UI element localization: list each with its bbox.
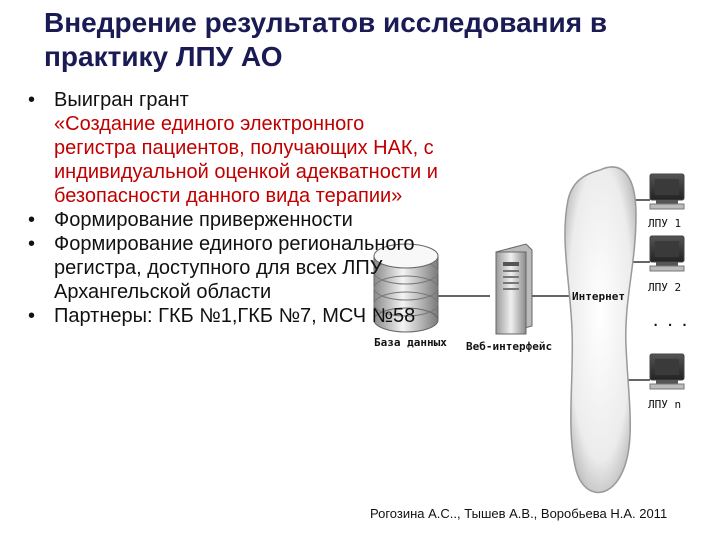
internet-label: Интернет [572, 290, 625, 303]
bullet-registry: • Формирование единого регионального регистра, доступного для всех ЛПУ Архангельской области [26, 232, 446, 304]
web-label: Веб-интерфейс [466, 340, 553, 353]
lpu2-label: ЛПУ 2 [648, 281, 682, 294]
page-title: Внедрение результатов исследования в практику ЛПУ АО [44, 7, 608, 72]
ellipsis-label: . . . [652, 315, 689, 329]
bullet-list [26, 88, 446, 328]
lpun-label: ЛПУ n [648, 398, 682, 411]
lpu1-label: ЛПУ 1 [648, 217, 682, 230]
footer-authors: Рогозина А.С.., Тышев А.В., Воробьева Н.А. 2011 [370, 506, 668, 521]
computer-icon-lpu1 [650, 174, 684, 209]
computer-icon-lpu2 [650, 236, 684, 271]
server-icon [496, 244, 532, 334]
bullet-partners: • Партнеры: ГКБ №1,ГКБ №7, МСЧ №58 [26, 304, 446, 328]
bullet-adherence: • Формирование приверженности [26, 208, 446, 232]
bullet-grant [26, 88, 446, 208]
bullet-grant-sub: «Создание единого электронного регистра пациентов, получающих НАК, с индивидуальной оценкой адекватности и безопасности данного вида терапии» [54, 113, 438, 207]
database-label: База данных [374, 336, 447, 349]
computer-icon-lpun [650, 354, 684, 389]
bullet-grant-head: Выигран грант [54, 89, 189, 111]
internet-cloud-icon [565, 167, 636, 492]
